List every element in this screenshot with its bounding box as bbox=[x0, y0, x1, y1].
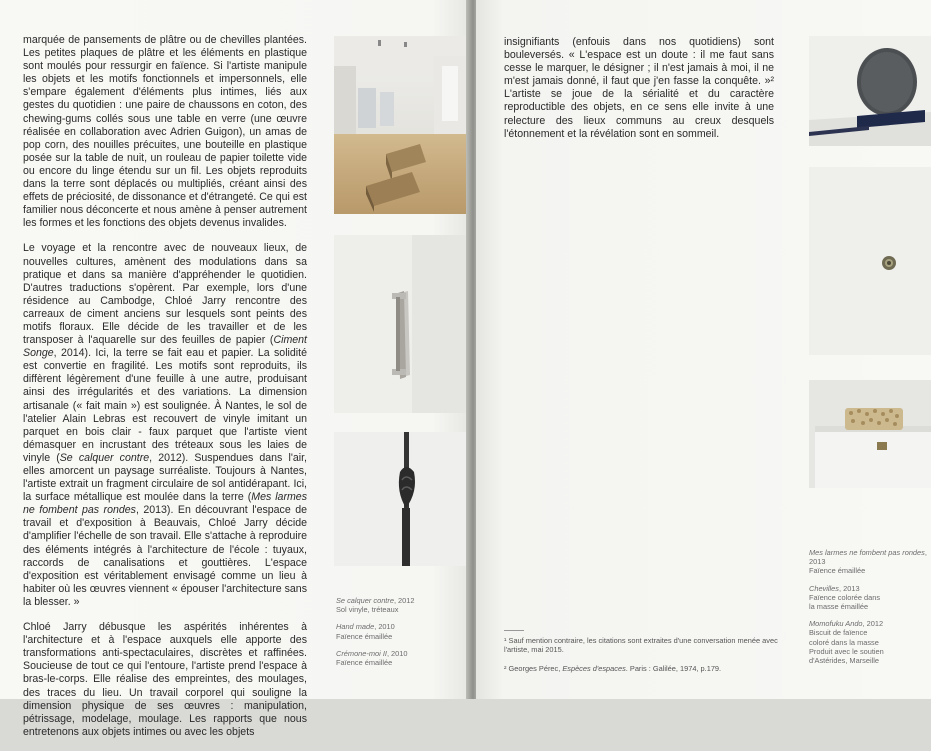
caption-line: d'Astérides, Marseille bbox=[809, 656, 880, 666]
text-run: ² Georges Pérec, bbox=[504, 663, 563, 673]
left-paragraph bbox=[23, 34, 307, 230]
caption-block bbox=[809, 548, 927, 576]
caption-title bbox=[809, 619, 927, 628]
caption-line: Sol vinyle, tréteaux bbox=[336, 605, 399, 615]
caption-title bbox=[336, 649, 464, 658]
footnote-paragraph bbox=[504, 664, 784, 673]
caption-line: Faïence émaillée bbox=[336, 631, 393, 641]
caption-work-title: Chevilles bbox=[809, 583, 839, 593]
caption-year: , 2013 bbox=[809, 548, 927, 567]
window-latch-sculpture-photo bbox=[334, 432, 466, 566]
work-title: Mes larmes ne fombent pas rondes bbox=[23, 491, 307, 517]
text-run: ¹ Sauf mention contraire, les citations sont extraites d'une conversation menée avec l'artiste, mai 2015. bbox=[504, 636, 778, 655]
work-title: Espèces d'espaces bbox=[562, 663, 626, 673]
text-run: Le voyage et la rencontre avec de nouveaux lieux, de nouvelles cultures, amènent des modulations dans sa pratique et dans sa manière d'appréhender le quotidien. D'autres traductions s'opèrent. Par exemple, lors d'une résidence au Cambodge, Chloé Jarry rencontre des carreaux de ciment anciens sur lesquels sont peints des motifs floraux. Elle décide de les travailler et de les transposer à l'aquarelle sur des feuilles de papier ( bbox=[23, 242, 307, 347]
caption-line: Faïence émaillée bbox=[809, 566, 866, 576]
caption-line: Biscuit de faïence bbox=[809, 628, 868, 638]
right-captions bbox=[809, 548, 927, 673]
caption-title bbox=[809, 584, 927, 593]
text-run: , 2013). En découvrant l'espace de travail et d'exposition à Beauvais, Chloé Jarry décide d'amplifier l'échelle de son travail. Elle s'attache à reproduire des éléments intégrés à l'architecture de l'école : tuyaux, raccords de canalisations et gouttières. L'espace d'exposition est véritablement envisagé comme un lieu à habiter où les œuvres viennent « épouser l'architecture sans la blesser. » bbox=[23, 504, 307, 608]
caption-block bbox=[809, 584, 927, 612]
caption-line: Faïence émaillée bbox=[336, 658, 393, 668]
left-paragraph bbox=[23, 621, 307, 739]
text-run: , 2014). Ici, la terre se fait eau et papier. La solidité est convertie en fragilité. Les motifs sont reproduits, ils diffèrent légèrement d'une feuille à une autre, produisant ainsi des irrégularités et des variations. La dimension artisanale (« fait main ») est soulignée. À Nantes, le sol de l'atelier Alain Lebras est recouvert de vinyle imitant un parquet en bois clair - faux parquet que l'artiste vient démasquer en incrustant des tréteaux sous les laies de vinyle ( bbox=[23, 347, 307, 464]
caption-work-title: Se calquer contre bbox=[336, 596, 394, 605]
caption-line: Produit avec le soutien bbox=[809, 646, 884, 656]
caption-year: , 2013 bbox=[839, 583, 860, 593]
window-latch-image bbox=[334, 432, 466, 566]
door-handle-sculpture-photo bbox=[334, 235, 466, 413]
left-text-column bbox=[23, 34, 307, 751]
work-title: Ciment Songe bbox=[23, 334, 307, 360]
caption-work-title: Hand made bbox=[336, 622, 375, 632]
door-handle-image bbox=[334, 235, 466, 413]
caption-line: coloré dans la masse bbox=[809, 637, 879, 647]
gallery-installation-image bbox=[334, 36, 466, 214]
text-run: . Paris : Galilée, 1974, p.179. bbox=[625, 663, 722, 673]
floor-disc-sculpture-photo bbox=[809, 36, 931, 146]
left-captions bbox=[336, 596, 464, 675]
wall-dowel-photo bbox=[809, 167, 931, 355]
text-run: Chloé Jarry débusque les aspérités inhérentes à l'architecture et à l'espace auxquels elle apporte des transformations anti-spectaculaires, discrètes et raffinées. Soucieuse de tout ce qui l'entoure, l'artiste prend l'espace à bras-le-corps. Elle réalise des empreintes, des moulages, des traces du lieu. Un travail corporel qui souligne la dimension physique de ses œuvres : manipulation, pétrissage, modelage, moulage. Les rapports que nous entretenons aux objets intimes ou avec les objets bbox=[23, 621, 307, 738]
caption-work-title: Mes larmes ne fombent pas rondes bbox=[809, 548, 925, 557]
wall-dowel-image bbox=[809, 167, 931, 355]
caption-block bbox=[336, 649, 464, 667]
footnotes bbox=[504, 630, 784, 682]
caption-title bbox=[809, 548, 927, 566]
caption-block bbox=[809, 619, 927, 665]
right-text-column bbox=[504, 36, 774, 153]
right-paragraph bbox=[504, 36, 774, 141]
caption-line: Faïence colorée dans bbox=[809, 592, 881, 602]
caption-year: , 2012 bbox=[862, 619, 884, 629]
caption-line: la masse émaillée bbox=[809, 602, 869, 612]
coral-box-sculpture-photo bbox=[809, 380, 931, 488]
left-page bbox=[0, 0, 470, 738]
text-run: marquée de pansements de plâtre ou de chevilles plantées. Les petites plaques de plâtre et les éléments en plastique sont moulés pour ressurgir en faïence. Si l'artiste manipule les objets et les motifs fonctionnels et impersonnels, elle s'empare également d'éléments plus intimes, liés aux gestes du quotidien : une paire de chaussons en coton, des chewing-gums collés sous une table en verre (une œuvre réalisée en collaboration avec Adrien Guigon), un amas de pop corn, des nouilles précuites, une bouteille en plastique posée sur la table de nuit, un rouleau de papier toilette vide ou encore du linge étendu sur un fil. Les objets reproduits dans la terre sont déplacés ou multipliés, créant ainsi des effets de préciosité, de dissonance et d'étrangeté. Ce qui est familier nous déconcerte et nous amène à penser autrement les formes et les fonctions des objets devenus invalides. bbox=[23, 34, 307, 230]
caption-work-title: Crémone-moi II bbox=[336, 648, 387, 658]
caption-title bbox=[336, 622, 464, 631]
caption-block bbox=[336, 596, 464, 614]
left-paragraph bbox=[23, 242, 307, 609]
gallery-installation-photo bbox=[334, 36, 466, 214]
caption-title bbox=[336, 596, 464, 605]
footnote-paragraph bbox=[504, 636, 784, 655]
caption-year: , 2012 bbox=[393, 596, 415, 605]
text-run: insignifiants (enfouis dans nos quotidiens) sont bouleversés. « L'espace est un doute : il me faut sans cesse le marquer, le désigner ; il n'est jamais à moi, il ne m'est jamais donné, il faut que j'en fasse la conquête. »² L'artiste se joue de la sérialité et du caractère reproductible des objets, en ce sens elle invite à une relecture des lieux communs au creux desquels l'étonnement et la révélation sont en sommeil. bbox=[504, 36, 774, 140]
work-title: Se calquer contre bbox=[59, 451, 150, 464]
caption-year: , 2010 bbox=[374, 622, 395, 632]
caption-block bbox=[336, 622, 464, 640]
footnote-list bbox=[504, 636, 784, 673]
caption-work-title: Momofuku Ando bbox=[809, 619, 863, 629]
floor-disc-image bbox=[809, 36, 931, 146]
footnote-rule bbox=[504, 630, 524, 631]
text-run: , 2012). Suspendues dans l'air, elles amorcent un paysage surréaliste. Toujours à Nantes, l'artiste extrait un fragment circulaire de sol antidérapant. Ici, la surface métallique est moulée dans la terre ( bbox=[23, 451, 307, 504]
caption-year: , 2010 bbox=[386, 648, 408, 658]
coral-box-image bbox=[809, 380, 931, 488]
